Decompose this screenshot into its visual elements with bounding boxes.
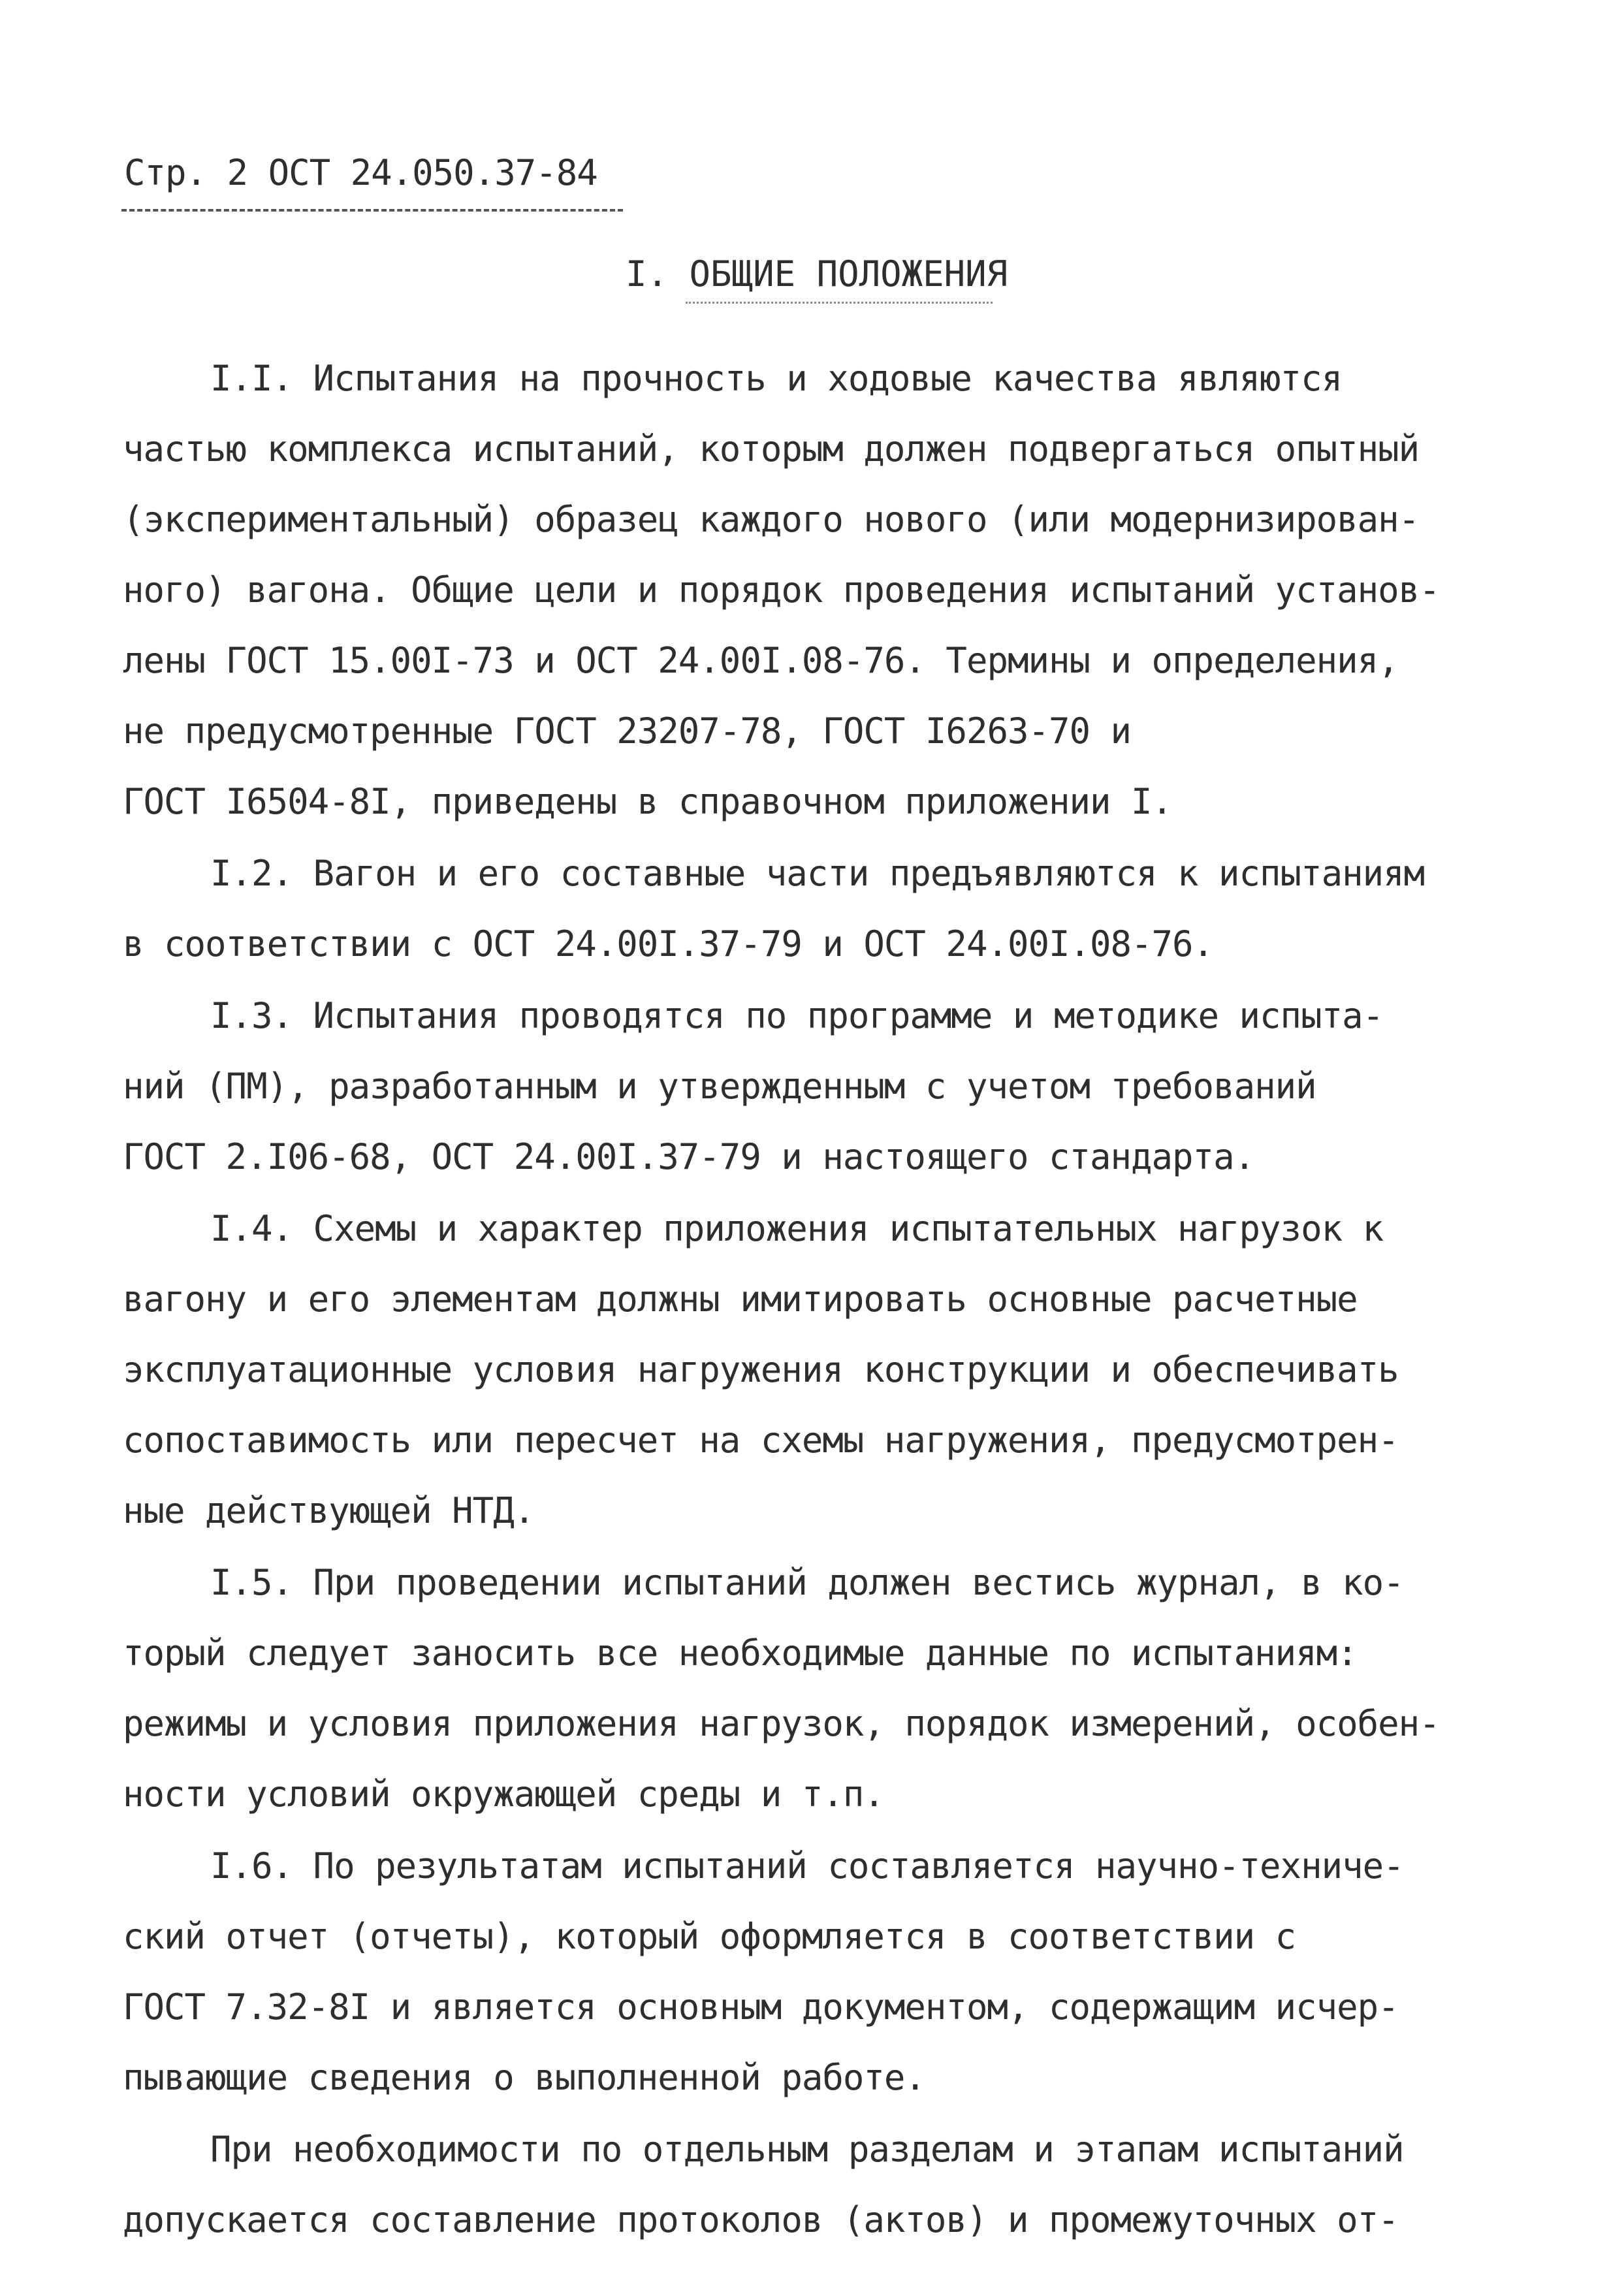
text-line-17: ные действующей НТД. (123, 1490, 535, 1531)
text-line-18: I.5. При проведении испытаний должен вестись журнал, в ко- (210, 1562, 1404, 1603)
text-line-7: ГОСТ I6504-8I, приведены в справочном приложении I. (123, 781, 1173, 822)
text-line-3: (экспериментальный) образец каждого нового (или модернизирован- (123, 499, 1420, 540)
text-line-11: ний (ПМ), разработанным и утвержденным с учетом требований (123, 1066, 1316, 1107)
text-line-15: эксплуатационные условия нагружения конструкции и обеспечивать (123, 1349, 1399, 1390)
text-line-19: торый следует заносить все необходимые данные по испытаниям: (123, 1632, 1358, 1674)
text-line-25: пывающие сведения о выполненной работе. (123, 2057, 925, 2098)
text-line-6: не предусмотренные ГОСТ 23207-78, ГОСТ I6263-70 и (123, 710, 1132, 752)
header-underline (121, 209, 623, 212)
text-line-21: ности условий окружающей среды и т.п. (123, 1774, 884, 1815)
text-line-8: I.2. Вагон и его составные части предъявляются к испытаниям (210, 853, 1425, 894)
text-line-13: I.4. Схемы и характер приложения испытательных нагрузок к (210, 1208, 1384, 1249)
text-line-23: ский отчет (отчеты), который оформляется в соответствии с (123, 1916, 1296, 1957)
text-line-4: ного) вагона. Общие цели и порядок проведения испытаний установ- (123, 569, 1440, 611)
text-line-16: сопоставимость или пересчет на схемы нагружения, предусмотрен- (123, 1420, 1399, 1461)
section-title-underline (686, 302, 993, 304)
text-line-27: допускается составление протоколов (актов) и промежуточных от- (123, 2199, 1399, 2240)
section-title: I. ОБЩИЕ ПОЛОЖЕНИЯ (626, 253, 1008, 294)
text-line-10: I.3. Испытания проводятся по программе и методике испыта- (210, 995, 1384, 1036)
text-line-14: вагону и его элементам должны имитировать основные расчетные (123, 1279, 1358, 1320)
page-header: Стр. 2 ОСТ 24.050.37-84 (124, 152, 597, 193)
text-line-20: режимы и условия приложения нагрузок, порядок измерений, особен- (123, 1703, 1440, 1744)
text-line-5: лены ГОСТ 15.00I-73 и ОСТ 24.00I.08-76. Термины и определения, (123, 640, 1399, 681)
text-line-1: I.I. Испытания на прочность и ходовые качества являются (210, 358, 1343, 399)
text-line-2: частью комплекса испытаний, которым должен подвергаться опытный (123, 428, 1420, 470)
text-line-22: I.6. По результатам испытаний составляется научно-техниче- (210, 1845, 1404, 1886)
text-line-12: ГОСТ 2.I06-68, ОСТ 24.00I.37-79 и настоящего стандарта. (123, 1136, 1255, 1177)
text-line-26: При необходимости по отдельным разделам и этапам испытаний (210, 2129, 1404, 2170)
text-line-9: в соответствии с ОСТ 24.00I.37-79 и ОСТ 24.00I.08-76. (123, 923, 1214, 964)
text-line-24: ГОСТ 7.32-8I и является основным документом, содержащим исчер- (123, 1986, 1399, 2028)
